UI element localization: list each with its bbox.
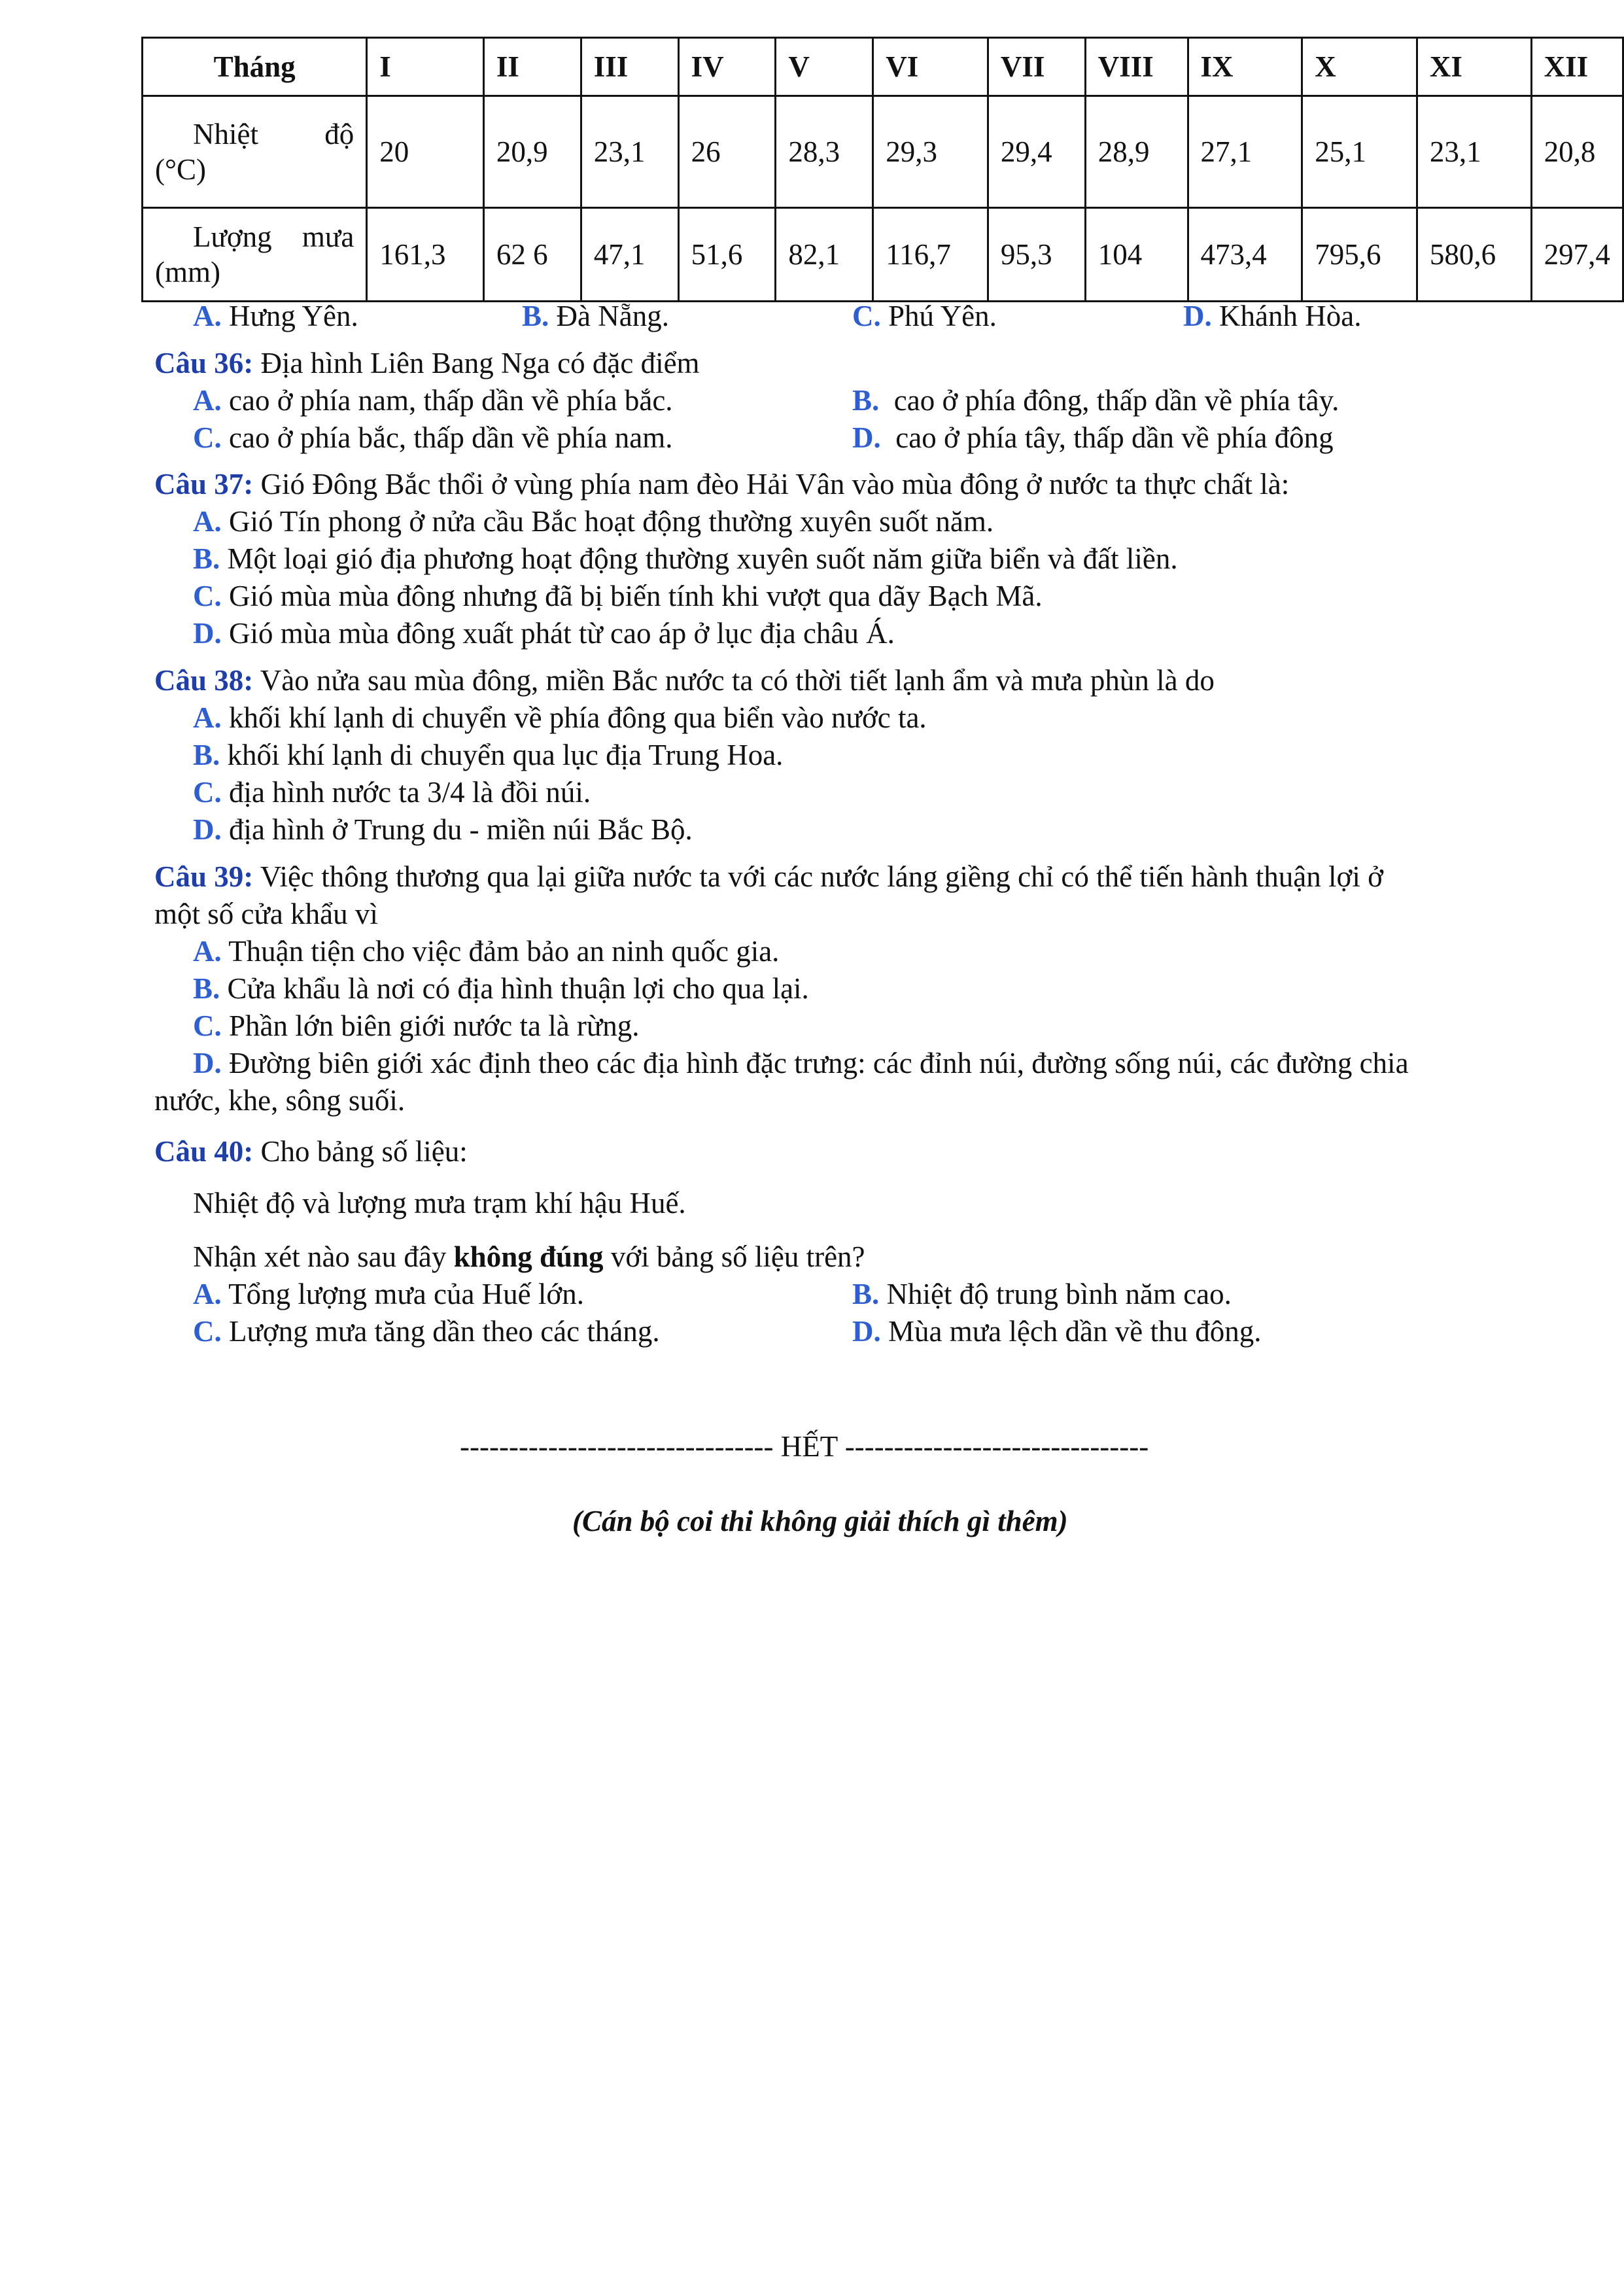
option-label: D. bbox=[193, 1047, 222, 1079]
option-label: B. bbox=[522, 300, 549, 332]
table-header-cell: V bbox=[776, 38, 873, 96]
q35-option-d[interactable] bbox=[1183, 298, 1361, 334]
table-cell: 27,1 bbox=[1188, 96, 1302, 208]
option-label: D. bbox=[193, 813, 222, 846]
table-row-rainfall bbox=[143, 208, 1623, 302]
option-text: Lượng mưa tăng dần theo các tháng. bbox=[229, 1315, 660, 1348]
table-cell: 26 bbox=[678, 96, 776, 208]
q37-option-a[interactable] bbox=[193, 503, 993, 540]
option-label: B. bbox=[193, 542, 220, 575]
climate-table bbox=[141, 37, 1624, 302]
table-cell: 23,1 bbox=[1417, 96, 1531, 208]
table-cell: 95,3 bbox=[988, 208, 1085, 302]
q40-option-b[interactable] bbox=[852, 1276, 1232, 1312]
question-number: Câu 39: bbox=[154, 860, 254, 893]
option-text: Mùa mưa lệch dần về thu đông. bbox=[888, 1315, 1262, 1348]
q39-stem bbox=[154, 858, 1383, 895]
option-label: C. bbox=[193, 776, 222, 809]
table-cell: 473,4 bbox=[1188, 208, 1302, 302]
q38-option-c[interactable] bbox=[193, 774, 591, 811]
option-label: C. bbox=[193, 580, 222, 612]
table-header-cell: Tháng bbox=[143, 38, 367, 96]
row-label-part: mưa bbox=[302, 220, 354, 253]
table-cell: 104 bbox=[1085, 208, 1188, 302]
table-row-temperature bbox=[143, 96, 1623, 208]
table-header-cell: III bbox=[581, 38, 678, 96]
option-text: Thuận tiện cho việc đảm bảo an ninh quốc gia. bbox=[228, 935, 780, 968]
table-cell: 29,4 bbox=[988, 96, 1085, 208]
question-text: với bảng số liệu trên? bbox=[603, 1240, 865, 1273]
option-text: Đà Nẵng. bbox=[556, 300, 669, 332]
option-text: Gió mùa mùa đông xuất phát từ cao áp ở lục địa châu Á. bbox=[229, 617, 895, 650]
option-text: cao ở phía tây, thấp dần về phía đông bbox=[895, 421, 1334, 454]
option-label: B. bbox=[852, 384, 880, 417]
q40-option-d[interactable] bbox=[852, 1313, 1262, 1350]
q40-stem bbox=[154, 1133, 468, 1170]
q39-option-b[interactable] bbox=[193, 970, 809, 1007]
table-cell: 47,1 bbox=[581, 208, 678, 302]
option-text: cao ở phía nam, thấp dần về phía bắc. bbox=[229, 384, 673, 417]
table-cell: 580,6 bbox=[1417, 208, 1531, 302]
table-cell: 20,9 bbox=[483, 96, 581, 208]
q36-option-d[interactable] bbox=[852, 419, 1334, 456]
question-text: Vào nửa sau mùa đông, miền Bắc nước ta có thời tiết lạnh ẩm và mưa phùn là do bbox=[260, 664, 1215, 697]
q39-stem-continued: một số cửa khẩu vì bbox=[154, 898, 378, 930]
q36-option-a[interactable] bbox=[193, 382, 673, 419]
q38-option-b[interactable] bbox=[193, 737, 783, 773]
q35-option-c[interactable] bbox=[852, 298, 997, 334]
option-label: D. bbox=[852, 421, 881, 454]
q38-option-d[interactable] bbox=[193, 811, 693, 848]
q39-option-c[interactable] bbox=[193, 1007, 640, 1044]
option-text: Tổng lượng mưa của Huế lớn. bbox=[228, 1278, 584, 1310]
row-label-unit: (mm) bbox=[155, 256, 220, 289]
end-marker: -------------------------------- HẾT ------------------------------- bbox=[460, 1430, 1149, 1463]
question-number: Câu 37: bbox=[154, 468, 254, 500]
table-cell: 82,1 bbox=[776, 208, 873, 302]
q35-option-b[interactable] bbox=[522, 298, 669, 334]
row-label-unit: (°C) bbox=[155, 153, 206, 186]
option-label: A. bbox=[193, 300, 222, 332]
option-label: C. bbox=[193, 1315, 222, 1348]
table-header-cell: X bbox=[1302, 38, 1417, 96]
option-label: D. bbox=[852, 1315, 881, 1348]
q37-option-b[interactable] bbox=[193, 540, 1178, 577]
table-cell: 116,7 bbox=[873, 208, 988, 302]
table-header-cell: VIII bbox=[1085, 38, 1188, 96]
table-cell: 795,6 bbox=[1302, 208, 1417, 302]
option-text: Cửa khẩu là nơi có địa hình thuận lợi cho qua lại. bbox=[227, 972, 809, 1005]
option-text: khối khí lạnh di chuyển qua lục địa Trung Hoa. bbox=[227, 739, 784, 771]
table-header-row bbox=[143, 38, 1623, 96]
table-cell: 25,1 bbox=[1302, 96, 1417, 208]
row-label-temperature bbox=[143, 96, 367, 208]
option-label: A. bbox=[193, 935, 222, 968]
q36-option-b[interactable] bbox=[852, 382, 1339, 419]
question-text: Gió Đông Bắc thổi ở vùng phía nam đèo Hải Vân vào mùa đông ở nước ta thực chất là: bbox=[260, 468, 1290, 500]
option-label: B. bbox=[193, 739, 220, 771]
table-header-cell: IV bbox=[678, 38, 776, 96]
table-cell: 29,3 bbox=[873, 96, 988, 208]
q39-option-d-continued: nước, khe, sông suối. bbox=[154, 1084, 406, 1117]
option-label: A. bbox=[193, 505, 222, 538]
table-cell: 161,3 bbox=[367, 208, 484, 302]
option-label: B. bbox=[193, 972, 220, 1005]
row-label-part: độ bbox=[324, 118, 354, 150]
option-label: A. bbox=[193, 384, 222, 417]
question-text: Địa hình Liên Bang Nga có đặc điểm bbox=[260, 347, 700, 379]
table-cell: 28,3 bbox=[776, 96, 873, 208]
q38-stem bbox=[154, 662, 1215, 699]
table-cell: 28,9 bbox=[1085, 96, 1188, 208]
table-cell: 20,8 bbox=[1531, 96, 1623, 208]
option-label: A. bbox=[193, 701, 222, 734]
option-text: cao ở phía bắc, thấp dần về phía nam. bbox=[229, 421, 673, 454]
option-label: D. bbox=[193, 617, 222, 650]
q40-table-caption: Nhiệt độ và lượng mưa trạm khí hậu Huế. bbox=[193, 1187, 686, 1219]
q37-stem bbox=[154, 466, 1289, 502]
table-cell: 62 6 bbox=[483, 208, 581, 302]
question-number: Câu 36: bbox=[154, 347, 254, 379]
table-cell: 23,1 bbox=[581, 96, 678, 208]
q35-option-a[interactable] bbox=[193, 298, 358, 334]
option-label: C. bbox=[852, 300, 881, 332]
option-text: Hưng Yên. bbox=[229, 300, 358, 332]
question-number: Câu 38: bbox=[154, 664, 254, 697]
question-text: Nhận xét nào sau đây bbox=[193, 1240, 454, 1273]
option-label: D. bbox=[1183, 300, 1212, 332]
option-text: khối khí lạnh di chuyển về phía đông qua biển vào nước ta. bbox=[229, 701, 927, 734]
table-header-cell: XII bbox=[1531, 38, 1623, 96]
table-cell: 51,6 bbox=[678, 208, 776, 302]
proctor-note: (Cán bộ coi thi không giải thích gì thêm) bbox=[572, 1505, 1068, 1537]
row-label-rainfall bbox=[143, 208, 367, 302]
q36-stem bbox=[154, 345, 700, 381]
table-header-cell: XI bbox=[1417, 38, 1531, 96]
q38-option-a[interactable] bbox=[193, 699, 927, 736]
table-header-cell: I bbox=[367, 38, 484, 96]
option-text: Phú Yên. bbox=[888, 300, 997, 332]
option-label: C. bbox=[193, 421, 222, 454]
question-number: Câu 40: bbox=[154, 1135, 254, 1168]
q37-option-d[interactable] bbox=[193, 615, 895, 652]
row-label-part: Lượng bbox=[193, 220, 272, 253]
option-text: Gió Tín phong ở nửa cầu Bắc hoạt động thường xuyên suốt năm. bbox=[229, 505, 994, 538]
option-text: Một loại gió địa phương hoạt động thường xuyên suốt năm giữa biển và đất liền. bbox=[227, 542, 1178, 575]
q39-option-d[interactable] bbox=[193, 1045, 1409, 1081]
question-emphasis: không đúng bbox=[453, 1240, 604, 1273]
q40-question bbox=[193, 1238, 865, 1275]
q36-option-c[interactable] bbox=[193, 419, 673, 456]
table-header-cell: IX bbox=[1188, 38, 1302, 96]
option-label: A. bbox=[193, 1278, 222, 1310]
table-cell: 20 bbox=[367, 96, 484, 208]
q37-option-c[interactable] bbox=[193, 578, 1043, 614]
table-header-cell: VI bbox=[873, 38, 988, 96]
q40-option-a[interactable] bbox=[193, 1276, 584, 1312]
option-text: địa hình ở Trung du - miền núi Bắc Bộ. bbox=[229, 813, 693, 846]
table-header-cell: II bbox=[483, 38, 581, 96]
row-label-part: Nhiệt bbox=[193, 118, 258, 150]
option-label: C. bbox=[193, 1009, 222, 1042]
q39-option-a[interactable] bbox=[193, 933, 779, 970]
option-text: Nhiệt độ trung bình năm cao. bbox=[886, 1278, 1232, 1310]
option-text: Phần lớn biên giới nước ta là rừng. bbox=[229, 1009, 640, 1042]
option-label: B. bbox=[852, 1278, 880, 1310]
question-text: Việc thông thương qua lại giữa nước ta với các nước láng giềng chỉ có thể tiến hành thuận lợi ở bbox=[260, 860, 1383, 893]
option-text: cao ở phía đông, thấp dần về phía tây. bbox=[893, 384, 1339, 417]
question-text: Cho bảng số liệu: bbox=[260, 1135, 468, 1168]
q40-option-c[interactable] bbox=[193, 1313, 660, 1350]
table-cell: 297,4 bbox=[1531, 208, 1623, 302]
option-text: địa hình nước ta 3/4 là đồi núi. bbox=[229, 776, 591, 809]
option-text: Gió mùa mùa đông nhưng đã bị biến tính khi vượt qua dãy Bạch Mã. bbox=[229, 580, 1043, 612]
option-text: Đường biên giới xác định theo các địa hình đặc trưng: các đỉnh núi, đường sống núi, các đường chia bbox=[229, 1047, 1409, 1079]
table-header-cell: VII bbox=[988, 38, 1085, 96]
option-text: Khánh Hòa. bbox=[1219, 300, 1362, 332]
